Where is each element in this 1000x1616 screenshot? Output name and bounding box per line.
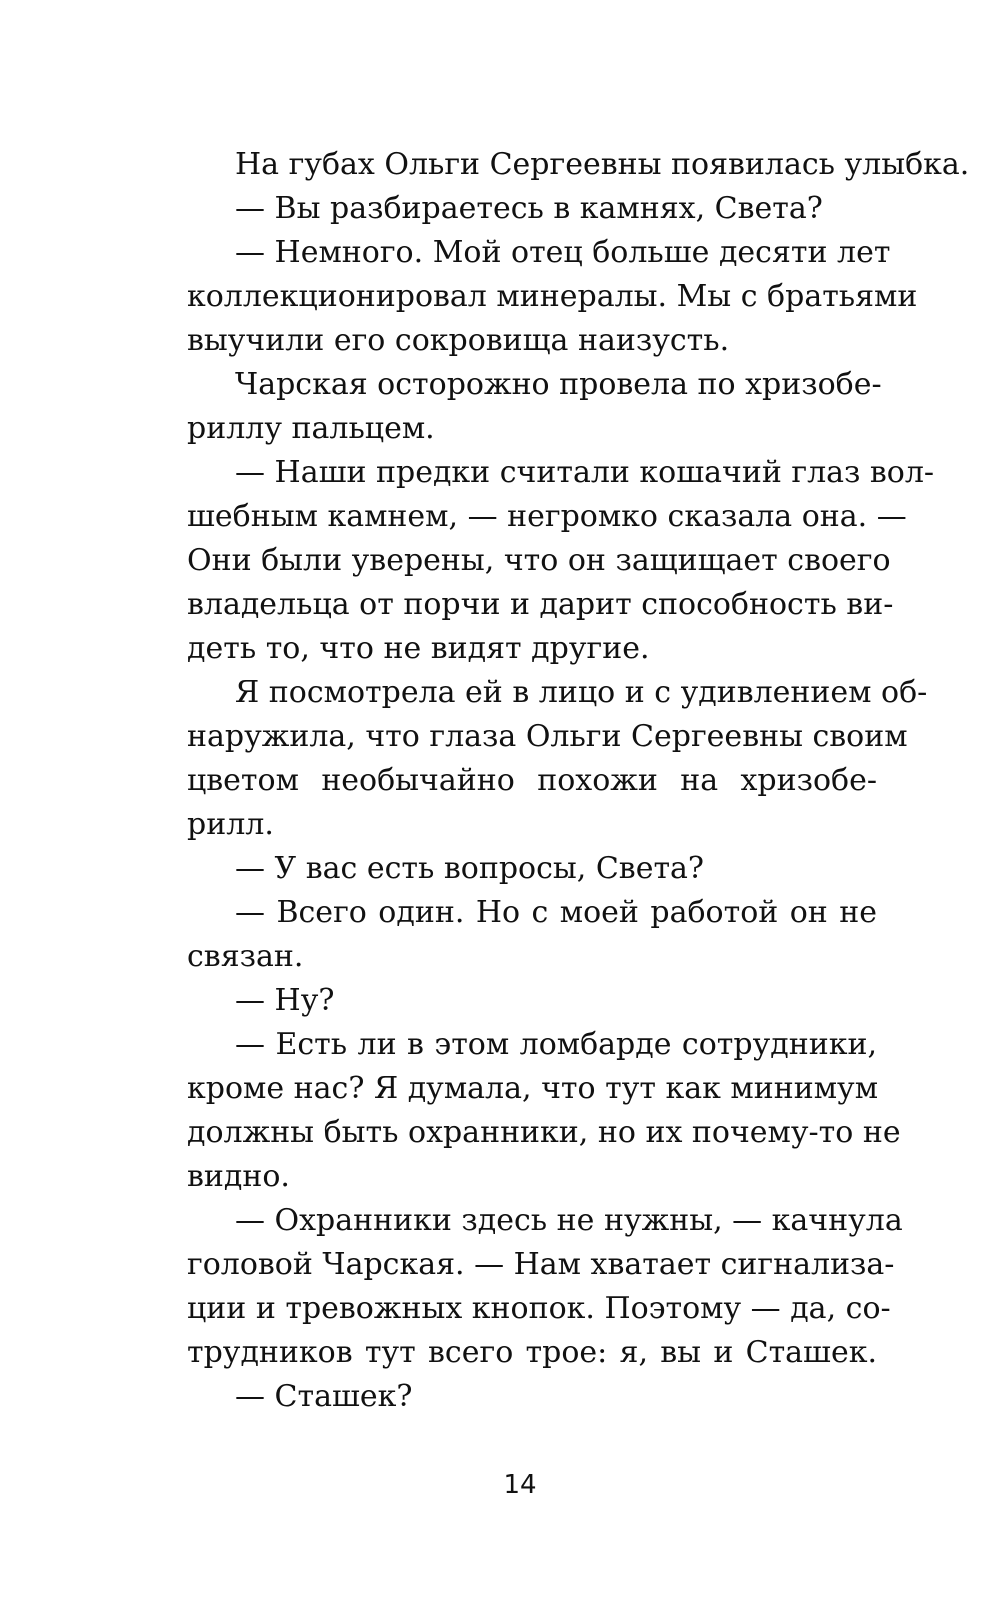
text-line: шебным камнем, — негромко сказала она. — <box>187 499 907 534</box>
text-line: рилл. <box>187 807 274 842</box>
text-line: кроме нас? Я думала, что тут как минимум <box>187 1071 879 1106</box>
text-line: владельца от порчи и дарит способность ви- <box>187 587 894 622</box>
text-line: должны быть охранники, но их почему-то не <box>187 1115 901 1150</box>
text-line: — Немного. Мой отец больше десяти лет <box>235 235 891 270</box>
text-line: — Всего один. Но с моей работой он не <box>235 895 877 930</box>
text-line: наружила, что глаза Ольги Сергеевны своим <box>187 719 908 754</box>
text-line: ции и тревожных кнопок. Поэтому — да, со- <box>187 1291 891 1326</box>
text-line: — Ну? <box>235 983 335 1018</box>
text-line: — Есть ли в этом ломбарде сотрудники, <box>235 1027 877 1062</box>
text-line: Они были уверены, что он защищает своего <box>187 543 891 578</box>
text-line: — Сташек? <box>235 1379 413 1414</box>
text-line: риллу пальцем. <box>187 411 435 446</box>
text-line: коллекционировал минералы. Мы с братьями <box>187 279 918 314</box>
text-line: На губах Ольги Сергеевны появилась улыбка. <box>235 147 970 182</box>
text-line: выучили его сокровища наизусть. <box>187 323 730 358</box>
text-line: трудников тут всего трое: я, вы и Сташек. <box>187 1335 877 1370</box>
text-line: головой Чарская. — Нам хватает сигнализа- <box>187 1247 895 1282</box>
text-line: — Охранники здесь не нужны, — качнула <box>235 1203 903 1238</box>
text-line: деть то, что не видят другие. <box>187 631 650 666</box>
text-line: — У вас есть вопросы, Света? <box>235 851 705 886</box>
text-line: видно. <box>187 1159 290 1194</box>
text-line: Чарская осторожно провела по хризобе- <box>235 367 882 402</box>
page-number: 14 <box>503 1470 537 1500</box>
text-line: связан. <box>187 939 304 974</box>
text-line: — Наши предки считали кошачий глаз вол- <box>235 455 935 490</box>
text-line: Я посмотрела ей в лицо и с удивлением об- <box>235 675 928 710</box>
text-line: — Вы разбираетесь в камнях, Света? <box>235 191 823 226</box>
text-line: цветом необычайно похожи на хризобе- <box>187 763 877 798</box>
body-text <box>187 143 970 1419</box>
